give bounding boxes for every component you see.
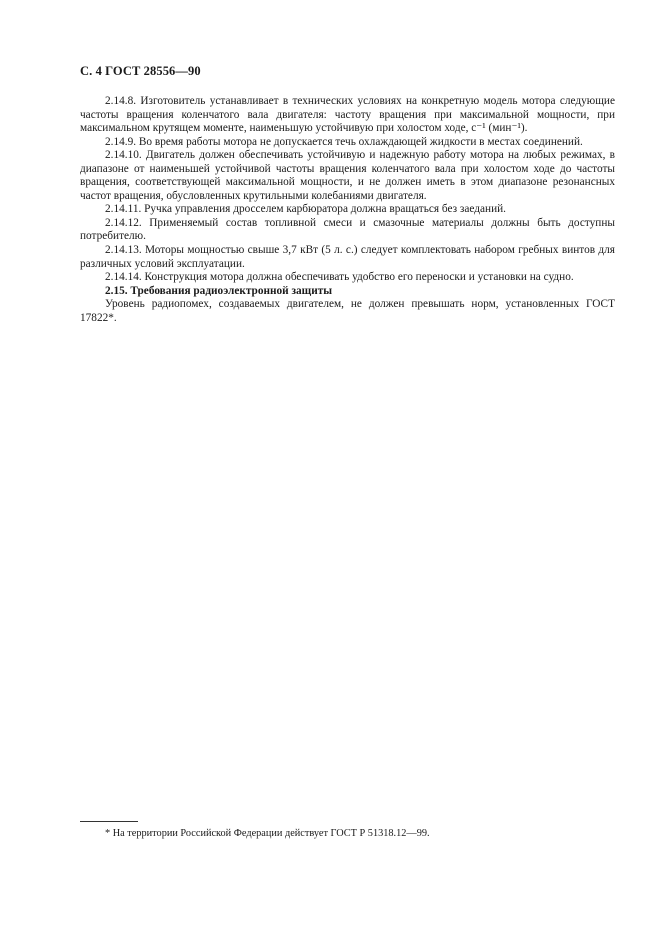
paragraph-2-14-11: 2.14.11. Ручка управления дросселем карбюратора должна вращаться без заеданий. (105, 203, 507, 216)
footnote-divider (80, 821, 138, 822)
footnote: * На территории Российской Федерации действует ГОСТ Р 51318.12—99. (105, 828, 430, 839)
paragraph-2-14-12: 2.14.12. Применяемый состав топливной смеси и смазочные материалы должны быть доступны потребителю. (80, 216, 615, 243)
paragraph-2-14-13: 2.14.13. Моторы мощностью свыше 3,7 кВт (5 л. с.) следует комплектовать набором гребных винтов для различных условий эксплуатации. (80, 244, 615, 270)
paragraph-2-14-9: 2.14.9. Во время работы мотора не допускается течь охлаждающей жидкости в местах соединений. (105, 135, 583, 148)
document-body (80, 95, 615, 325)
page-title: С. 4 ГОСТ 28556—90 (80, 64, 201, 78)
paragraph-2-14-14: 2.14.14. Конструкция мотора должна обеспечивать удобство его переноски и установки на судно. (105, 271, 574, 284)
paragraph-2-14-8: 2.14.8. Изготовитель устанавливает в технических условиях на конкретную модель мотора следующие частоты вращения коленчатого вала двигателя: частоту вращения при максимальной мощности, при максимальном крутящем моменте, наименьшую устойчивую при холостом ходе, с⁻¹ (мин⁻¹). (80, 95, 615, 135)
paragraph-2-15: Уровень радиопомех, создаваемых двигателем, не должен превышать норм, установленных ГОСТ 17822*. (80, 298, 615, 324)
paragraph-2-14-10: 2.14.10. Двигатель должен обеспечивать устойчивую и надежную работу мотора на любых режимах, в диапазоне от наименьшей устойчивой частоты вращения коленчатого вала при холостом ходе до частоты вращения, соответствующей максимальной мощности, и не должен иметь в этом диапазоне резонансных частот вращения, обусловленных крутильными колебаниями двигателя. (80, 149, 615, 202)
section-heading-2-15: 2.15. Требования радиоэлектронной защиты (105, 284, 333, 297)
